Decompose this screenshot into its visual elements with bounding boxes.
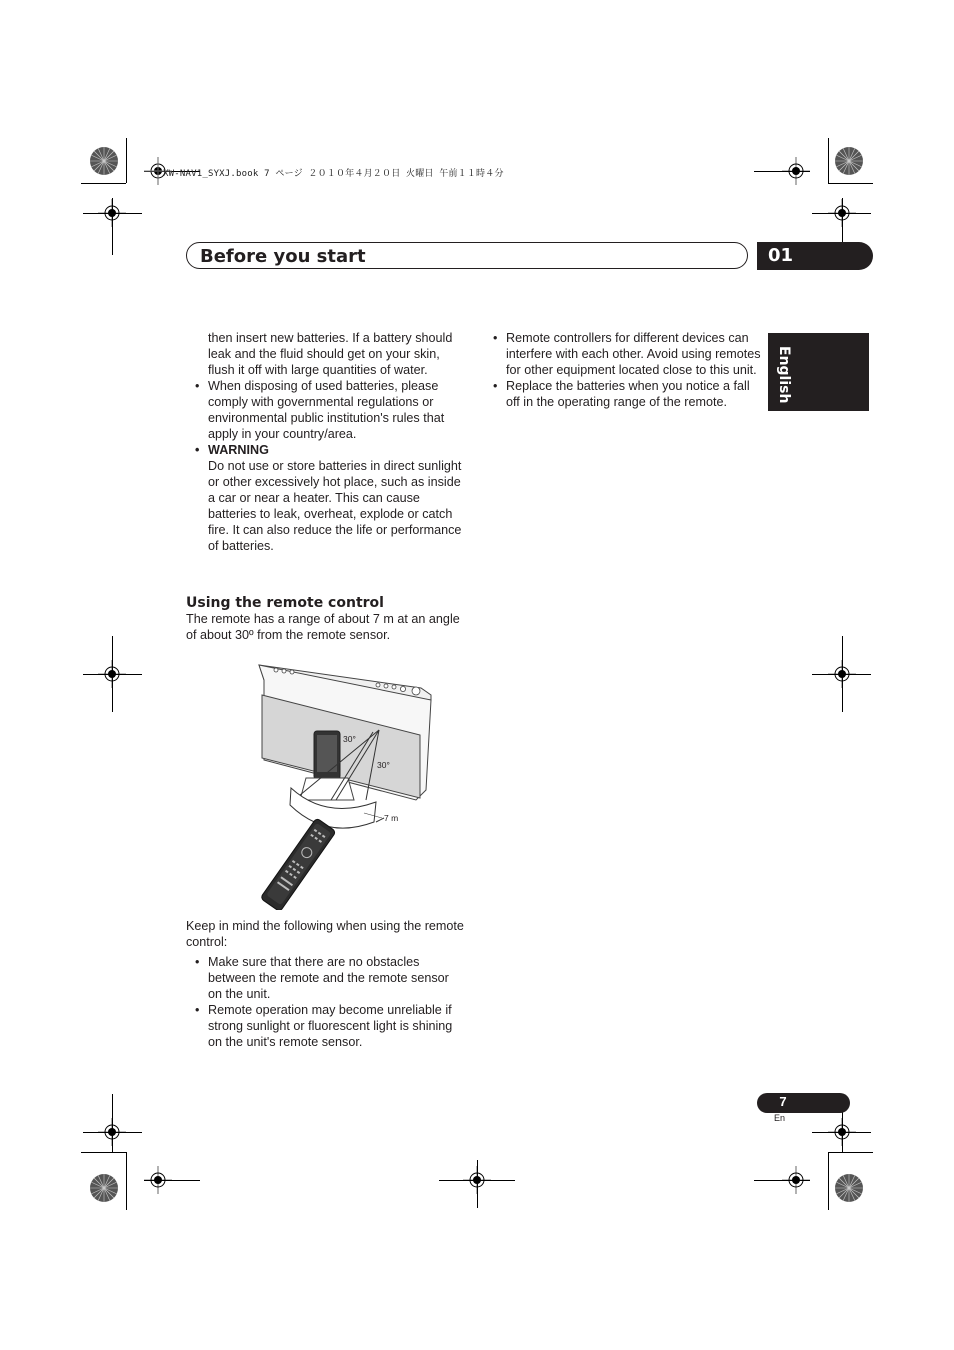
section-intro: The remote has a range of about 7 m at an angle of about 30º from the remote sensor. <box>186 612 460 642</box>
continuation-text: then insert new batteries. If a battery should leak and the fluid should get on your skin, flush it off with large quantities of water. <box>208 331 453 377</box>
page-language: En <box>774 1113 786 1123</box>
registration-mark-icon <box>782 157 810 185</box>
language-label: English <box>776 346 792 404</box>
registration-mark-icon <box>98 660 126 688</box>
warning-label: • WARNING <box>186 442 464 458</box>
angle-label-2: 30° <box>377 760 390 770</box>
registration-mark-icon <box>98 199 126 227</box>
remote-range-illustration <box>236 660 436 910</box>
bullet-replace: • Replace the batteries when you notice a fall off in the operating range of the remote. <box>484 378 762 410</box>
registration-mark-icon <box>463 1166 491 1194</box>
print-target-icon <box>89 146 119 176</box>
remote-control <box>260 818 336 910</box>
page-number: 7 <box>779 1094 787 1109</box>
chapter-title: Before you start <box>200 246 366 267</box>
section-heading: Using the remote control <box>186 595 384 611</box>
bullet-interfere: • Remote controllers for different devices can interfere with each other. Avoid using remotes for other equipment located close to this unit. <box>484 330 762 378</box>
bullet-dispose: • When disposing of used batteries, please comply with governmental regulations or environmental public institution's rules that apply in your country/area. <box>186 378 464 442</box>
registration-mark-icon <box>828 660 856 688</box>
print-target-icon <box>834 146 864 176</box>
right-column <box>484 330 762 410</box>
registration-mark-icon <box>828 1118 856 1146</box>
registration-mark-icon <box>782 1166 810 1194</box>
print-header: XW-NAV1_SYXJ.book 7 ページ ２０１０年４月２０日 火曜日 午前１１時４分 <box>163 169 504 179</box>
print-target-icon <box>89 1173 119 1203</box>
chapter-bar <box>186 242 748 269</box>
bullet-obstacles: • Make sure that there are no obstacles between the remote and the remote sensor on the unit. <box>186 954 464 1002</box>
chapter-number: 01 <box>768 245 794 266</box>
keep-in-mind-section <box>186 918 464 1050</box>
chapter-number-tab <box>757 242 873 270</box>
section-remote <box>186 595 464 643</box>
print-target-icon <box>834 1173 864 1203</box>
range-label: 7 m <box>384 813 399 823</box>
warning-text: Do not use or store batteries in direct sunlight or other excessively hot place, such as inside a car or near a heater. This can cause batteries to leak, overheat, explode or catch fire. It can also reduce the life or performance of batteries. <box>208 459 462 553</box>
bullet-sunlight: • Remote operation may become unreliable if strong sunlight or fluorescent light is shining on the unit's remote sensor. <box>186 1002 464 1050</box>
page-number-tab <box>757 1093 850 1113</box>
angle-label-1: 30° <box>343 734 356 744</box>
keep-in-mind-text: Keep in mind the following when using the remote control: <box>186 919 464 949</box>
left-column <box>186 330 464 554</box>
registration-mark-icon <box>828 199 856 227</box>
registration-mark-icon <box>144 1166 172 1194</box>
registration-mark-icon <box>98 1118 126 1146</box>
